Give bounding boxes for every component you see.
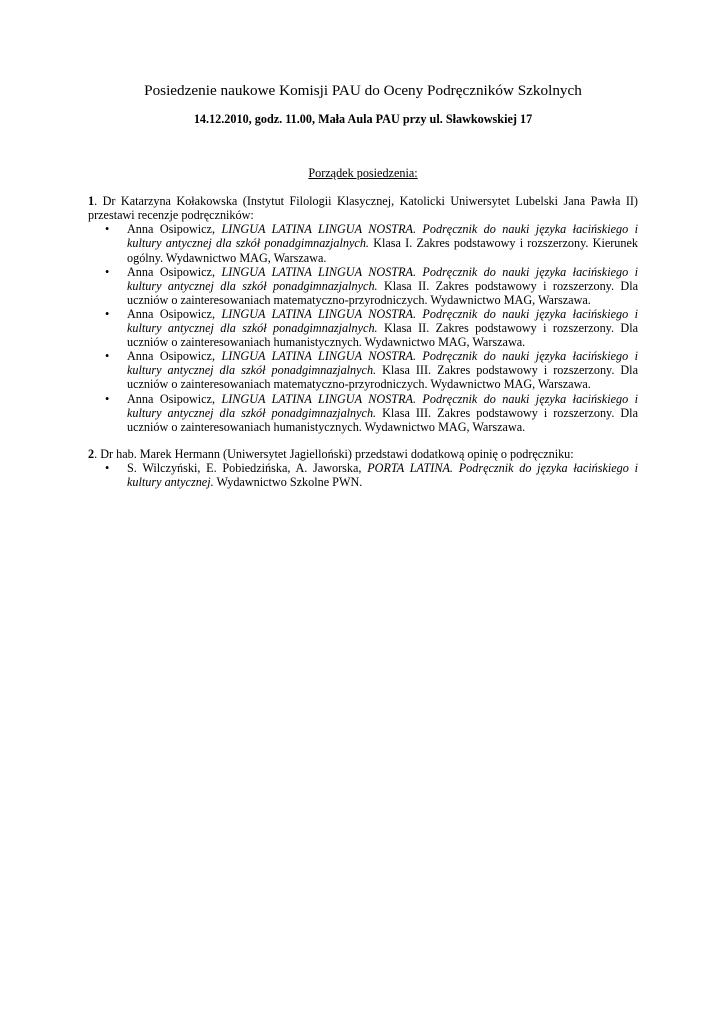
item-details: Klasa III. Zakres podstawowy i rozszerzony. Dla uczniów o zainteresowaniach matematyczno-przyrodniczych. Wydawnictwo MAG, Warszawa. (127, 363, 638, 392)
item-details: Klasa II. Zakres podstawowy i rozszerzony. Dla uczniów o zainteresowaniach humanistycznych. Wydawnictwo MAG, Warszawa. (127, 321, 638, 350)
reviewed-books-list (88, 222, 638, 433)
agenda-heading: Porządek posiedzenia: (308, 166, 418, 181)
section-number: 2 (88, 446, 95, 461)
agenda-section-1 (88, 194, 638, 434)
item-authors: Anna Osipowicz, (127, 306, 222, 321)
item-title: LINGUA LATINA LINGUA NOSTRA. Podręcznik do nauki języka łacińskiego i kultury antycznej dla szkół ponadgimnazjalnych. (127, 349, 639, 378)
item-details: Klasa II. Zakres podstawowy i rozszerzony. Dla uczniów o zainteresowaniach matematyczno-przyrodniczych. Wydawnictwo MAG, Warszawa. (127, 278, 638, 307)
item-title: LINGUA LATINA LINGUA NOSTRA. Podręcznik do nauki języka łacińskiego i kultury antycznej dla szkół ponadgimnazjalnych. (127, 222, 639, 251)
item-authors: Anna Osipowicz, (127, 222, 222, 237)
list-item (105, 306, 639, 350)
item-details: Wydawnictwo Szkolne PWN. (213, 474, 363, 489)
bullet-icon: • (105, 306, 110, 321)
section-intro: . Dr Katarzyna Kołakowska (Instytut Filologii Klasycznej, Katolicki Uniwersytet Lubelski Jana Pawła II) przestawi recenzje podręczników: (88, 194, 638, 223)
meeting-date-location: 14.12.2010, godz. 11.00, Mała Aula PAU przy ul. Sławkowskiej 17 (193, 112, 533, 126)
document-title: Posiedzenie naukowe Komisji PAU do Oceny Podręczników Szkolnych (144, 82, 582, 99)
item-details: Klasa I. Zakres podstawowy i rozszerzony. Kierunek ogólny. Wydawnictwo MAG, Warszawa. (127, 236, 638, 265)
list-item (105, 264, 639, 307)
item-authors: Anna Osipowicz, (127, 264, 222, 279)
bullet-icon: • (105, 391, 110, 406)
list-item (105, 460, 638, 489)
list-item (105, 391, 639, 434)
item-title: LINGUA LATINA LINGUA NOSTRA. Podręcznik do nauki języka łacińskiego i kultury antycznej dla szkół ponadgimnazjalnych. (127, 306, 639, 336)
reviewed-books-list (88, 461, 638, 489)
bullet-icon: • (105, 222, 110, 237)
bullet-icon: • (105, 349, 110, 364)
section-intro: . Dr hab. Marek Hermann (Uniwersytet Jagielloński) przedstawi dodatkową opinię o podręczniku: (94, 446, 574, 461)
list-item (105, 349, 639, 392)
agenda-section-2 (88, 447, 638, 489)
document-page (88, 82, 638, 489)
item-title: LINGUA LATINA LINGUA NOSTRA. Podręcznik do nauki języka łacińskiego i kultury antycznej dla szkół ponadgimnazjalnych. (127, 391, 639, 420)
list-item (105, 222, 639, 265)
section-number: 1 (88, 194, 95, 209)
item-authors: S. Wilczyński, E. Pobiedzińska, A. Jaworska, (127, 460, 368, 475)
item-title: PORTA LATINA. Podręcznik do języka łacińskiego i kultury antycznej. (127, 460, 638, 489)
item-title: LINGUA LATINA LINGUA NOSTRA. Podręcznik do nauki języka łacińskiego i kultury antycznej dla szkół ponadgimnazjalnych. (127, 264, 639, 293)
bullet-icon: • (105, 460, 110, 475)
item-authors: Anna Osipowicz, (127, 349, 222, 364)
item-authors: Anna Osipowicz, (127, 391, 222, 406)
item-details: Klasa III. Zakres podstawowy i rozszerzony. Dla uczniów o zainteresowaniach humanistycznych. Wydawnictwo MAG, Warszawa. (127, 405, 638, 434)
bullet-icon: • (105, 264, 110, 279)
